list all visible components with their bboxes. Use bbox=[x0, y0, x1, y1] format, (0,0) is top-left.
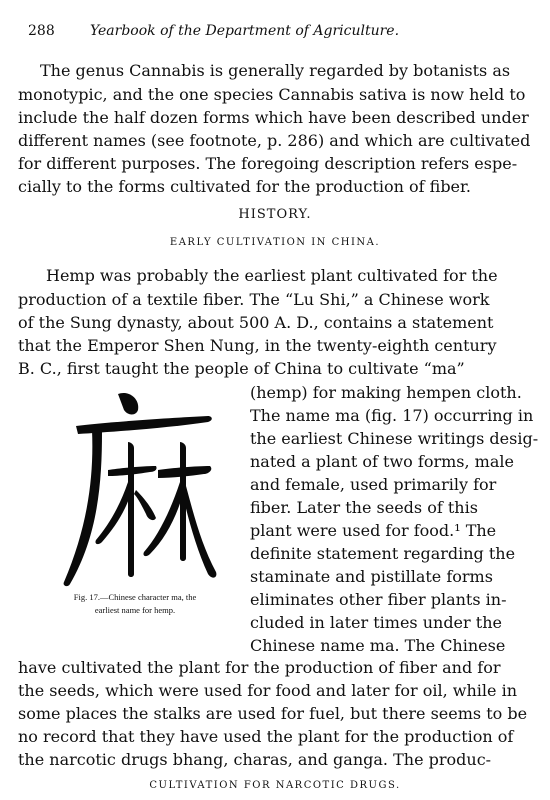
section-heading: HISTORY. bbox=[238, 207, 312, 222]
text-line: that the Emperor Shen Nung, in the twenty-eighth century bbox=[18, 336, 497, 355]
text-line: (hemp) for making hempen cloth. bbox=[250, 383, 522, 402]
text-line: for different purposes. The foregoing description refers espe- bbox=[18, 154, 518, 173]
text-line: monotypic, and the one species Cannabis sativa is now held to bbox=[18, 85, 526, 104]
figure-caption bbox=[20, 591, 250, 617]
subsection-heading: EARLY CULTIVATION IN CHINA. bbox=[169, 237, 381, 248]
text-line: cluded in later times under the bbox=[250, 613, 502, 632]
chinese-character-ma-illustration bbox=[58, 386, 218, 591]
text-line: B. C., first taught the people of China to cultivate “ma” bbox=[18, 359, 465, 378]
text-line: production of a textile fiber. The “Lu Shi,” a Chinese work bbox=[18, 290, 490, 309]
text-line: The genus Cannabis is generally regarded by botanists as bbox=[40, 61, 511, 80]
next-section-heading: CULTIVATION FOR NARCOTIC DRUGS. bbox=[149, 780, 401, 791]
text-line: include the half dozen forms which have been described under bbox=[18, 108, 529, 127]
figure-chinese-character-ma bbox=[58, 386, 218, 614]
text-line: no record that they have used the plant for the production of bbox=[18, 727, 514, 746]
text-line: staminate and pistillate forms bbox=[250, 567, 493, 586]
text-line: The name ma (fig. 17) occurring in bbox=[250, 406, 534, 425]
text-line: nated a plant of two forms, male bbox=[250, 452, 514, 471]
running-title: Yearbook of the Department of Agriculture. bbox=[90, 23, 400, 39]
text-line: the narcotic drugs bhang, charas, and ganga. The produc- bbox=[18, 750, 492, 769]
text-line: some places the stalks are used for fuel, but there seems to be bbox=[18, 704, 528, 723]
text-line: eliminates other fiber plants in- bbox=[250, 590, 507, 609]
text-line: the seeds, which were used for food and later for oil, while in bbox=[18, 681, 518, 700]
text-line: different names (see footnote, p. 286) and which are cultivated bbox=[18, 131, 531, 150]
text-line: have cultivated the plant for the production of fiber and for bbox=[18, 658, 501, 677]
text-line: definite statement regarding the bbox=[250, 544, 516, 563]
running-head bbox=[28, 22, 508, 40]
text-line: Chinese name ma. The Chinese bbox=[250, 636, 506, 655]
caption-line: Fig. 17.—Chinese character ma, the bbox=[73, 592, 197, 602]
page-number: 288 bbox=[28, 23, 55, 39]
text-line: the earliest Chinese writings desig- bbox=[250, 429, 539, 448]
text-line: of the Sung dynasty, about 500 A. D., contains a statement bbox=[18, 313, 494, 332]
text-line: and female, used primarily for bbox=[250, 475, 497, 494]
text-line: plant were used for food.¹ The bbox=[250, 521, 497, 540]
text-line: fiber. Later the seeds of this bbox=[250, 498, 478, 517]
text-line: Hemp was probably the earliest plant cultivated for the bbox=[46, 266, 498, 285]
text-line: cially to the forms cultivated for the production of fiber. bbox=[18, 177, 471, 196]
caption-line: earliest name for hemp. bbox=[94, 605, 176, 615]
